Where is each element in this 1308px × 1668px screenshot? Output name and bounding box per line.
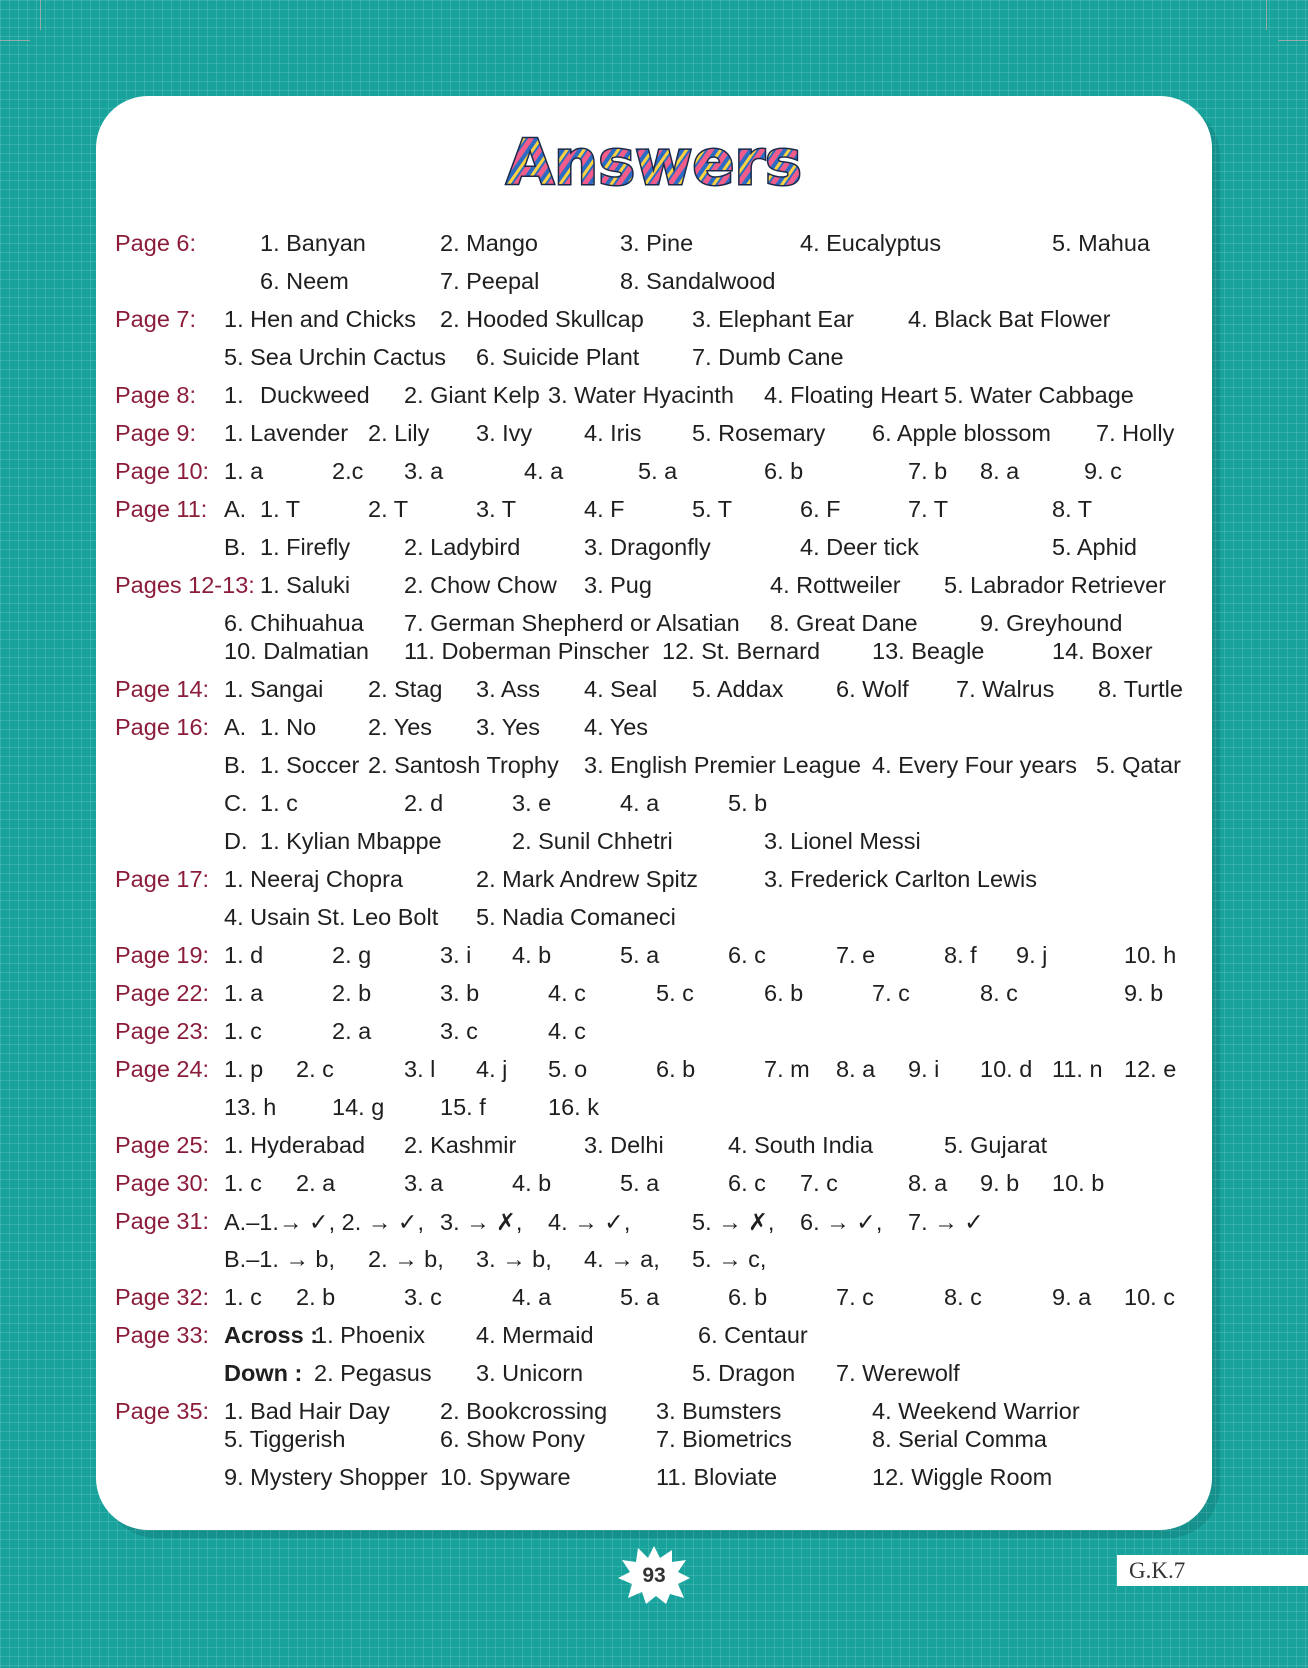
answer-item: 4. F xyxy=(584,496,625,522)
answer-item: 5. Qatar xyxy=(1096,752,1181,778)
answer-item: 7. Dumb Cane xyxy=(692,344,844,370)
answer-row xyxy=(115,268,1205,306)
crop-mark xyxy=(0,40,30,41)
answer-item: 1. p xyxy=(224,1056,264,1082)
answer-item: 13. h xyxy=(224,1094,277,1120)
answer-item: 1. Firefly xyxy=(260,534,351,560)
answer-item: 6. → ✓, xyxy=(800,1209,883,1235)
answer-item: 1. a xyxy=(224,458,264,484)
answer-item: 3. Elephant Ear xyxy=(692,306,854,332)
answer-item: 7. Holly xyxy=(1096,420,1175,446)
answer-item: 3. Pine xyxy=(620,230,694,256)
answer-item: 3. T xyxy=(476,496,517,522)
answer-row xyxy=(115,610,1205,638)
answer-item: 5. → c, xyxy=(692,1246,767,1272)
answer-item: 6. Centaur xyxy=(698,1322,808,1348)
crop-mark xyxy=(40,0,41,30)
crop-mark xyxy=(1266,0,1267,30)
answer-item: 1. No xyxy=(260,714,317,740)
page-label: Page 7: xyxy=(115,306,197,332)
answer-item: 3. Unicorn xyxy=(476,1360,584,1386)
answer-item: 7. c xyxy=(836,1284,874,1310)
answer-item: 2. c xyxy=(296,1056,334,1082)
answer-row xyxy=(115,828,1205,866)
answer-row xyxy=(115,1208,1205,1246)
answer-item: 4. a xyxy=(620,790,660,816)
page-label: Page 31: xyxy=(115,1208,210,1234)
page-label: Page 30: xyxy=(115,1170,210,1196)
answer-item: 1. Bad Hair Day xyxy=(224,1398,390,1424)
answer-item: 14. g xyxy=(332,1094,385,1120)
answer-item: 4. c xyxy=(548,980,586,1006)
answer-item: 5. a xyxy=(620,942,660,968)
answer-item: Duckweed xyxy=(260,382,370,408)
answer-item: 6. Suicide Plant xyxy=(476,344,640,370)
answer-row xyxy=(115,420,1205,458)
answer-item: 2. Lily xyxy=(368,420,430,446)
answer-item: 5. a xyxy=(620,1284,660,1310)
answer-item: 10. c xyxy=(1124,1284,1175,1310)
answer-item: 2. Ladybird xyxy=(404,534,521,560)
answer-item: 1. Hyderabad xyxy=(224,1132,366,1158)
answer-item: 14. Boxer xyxy=(1052,638,1153,664)
book-code: G.K.7 xyxy=(1117,1555,1308,1586)
answer-item: 1. c xyxy=(260,790,298,816)
answer-item: 5. Nadia Comaneci xyxy=(476,904,676,930)
answer-item: 2. Sunil Chhetri xyxy=(512,828,673,854)
answer-item: 2. b xyxy=(296,1284,336,1310)
answer-item: 5. Tiggerish xyxy=(224,1426,346,1452)
answer-item: 8. Serial Comma xyxy=(872,1426,1047,1452)
answer-item: 3. Bumsters xyxy=(656,1398,782,1424)
answer-item: B. xyxy=(224,752,247,778)
answer-item: 8. a xyxy=(836,1056,876,1082)
answer-item: 5. Dragon xyxy=(692,1360,796,1386)
page-label: Page 19: xyxy=(115,942,210,968)
answer-row xyxy=(115,1018,1205,1056)
answer-row xyxy=(115,1464,1205,1502)
answer-item: 1. c xyxy=(224,1018,262,1044)
answer-item: 3. English Premier League xyxy=(584,752,861,778)
answer-item: 7. Peepal xyxy=(440,268,540,294)
answer-item: 3. Yes xyxy=(476,714,541,740)
page-title xyxy=(0,128,1308,203)
answer-item: 10. Spyware xyxy=(440,1464,571,1490)
answer-item: 4. b xyxy=(512,942,552,968)
answer-row xyxy=(115,638,1205,676)
answer-item: 11. n xyxy=(1052,1056,1103,1082)
answer-row xyxy=(115,904,1205,942)
answer-item: 12. St. Bernard xyxy=(662,638,821,664)
answer-item: 10. d xyxy=(980,1056,1033,1082)
answer-item: 4. Iris xyxy=(584,420,642,446)
answer-item: 9. b xyxy=(980,1170,1020,1196)
answer-item: 3. a xyxy=(404,458,444,484)
answer-item: 6. Chihuahua xyxy=(224,610,364,636)
page-label: Page 10: xyxy=(115,458,210,484)
answer-item: B.–1. → b, xyxy=(224,1246,336,1272)
answer-item: 11. Bloviate xyxy=(656,1464,778,1490)
answer-item: 4. a xyxy=(524,458,564,484)
answer-row xyxy=(115,1284,1205,1322)
answer-item: 6. F xyxy=(800,496,841,522)
answer-item: 2. Giant Kelp xyxy=(404,382,540,408)
page-label: Page 23: xyxy=(115,1018,210,1044)
answer-item: 6. c xyxy=(728,942,766,968)
answer-row xyxy=(115,1322,1205,1360)
answer-item: 15. f xyxy=(440,1094,486,1120)
answer-item: 6. b xyxy=(764,458,804,484)
answer-item: 1. c xyxy=(224,1284,262,1310)
page-label: Page 17: xyxy=(115,866,210,892)
page-label: Page 9: xyxy=(115,420,197,446)
answer-item: 5. Aphid xyxy=(1052,534,1137,560)
answer-item: 5. Rosemary xyxy=(692,420,826,446)
answer-item: 1. Kylian Mbappe xyxy=(260,828,442,854)
answer-row xyxy=(115,866,1205,904)
answer-item: 7. Werewolf xyxy=(836,1360,960,1386)
answer-item: 2. T xyxy=(368,496,409,522)
answer-item: 5. T xyxy=(692,496,733,522)
answer-row xyxy=(115,572,1205,610)
answer-item: 1. Banyan xyxy=(260,230,366,256)
page-label: Page 14: xyxy=(115,676,210,702)
answer-item: 4. Floating Heart xyxy=(764,382,938,408)
answer-item: 7. → ✓ xyxy=(908,1209,984,1235)
answer-item: 1. a xyxy=(224,980,264,1006)
answer-item: 3. Dragonfly xyxy=(584,534,711,560)
answer-item: 2. a xyxy=(332,1018,372,1044)
answer-item: 4. Every Four years xyxy=(872,752,1078,778)
answer-item: 4. Eucalyptus xyxy=(800,230,942,256)
answer-item: 2. → b, xyxy=(368,1246,444,1272)
answer-item: 4. Yes xyxy=(584,714,649,740)
answer-item: 6. Apple blossom xyxy=(872,420,1051,446)
answer-item: 3. Pug xyxy=(584,572,652,598)
page-label: Page 24: xyxy=(115,1056,210,1082)
answer-item: 2. b xyxy=(332,980,372,1006)
answer-item: 13. Beagle xyxy=(872,638,985,664)
answer-item: 8. c xyxy=(980,980,1018,1006)
answer-item: 4. Weekend Warrior xyxy=(872,1398,1080,1424)
answer-row xyxy=(115,458,1205,496)
answer-item: B. xyxy=(224,534,247,560)
answer-item: 4. c xyxy=(548,1018,586,1044)
answer-row xyxy=(115,1246,1205,1284)
answers-list xyxy=(115,230,1205,1502)
answers-logo xyxy=(484,128,824,198)
answer-item: 4. Usain St. Leo Bolt xyxy=(224,904,439,930)
answer-row xyxy=(115,714,1205,752)
answer-item: 1. c xyxy=(224,1170,262,1196)
answer-item: 3. Frederick Carlton Lewis xyxy=(764,866,1037,892)
answer-item: 6. Neem xyxy=(260,268,349,294)
answer-item: 3. e xyxy=(512,790,552,816)
answer-item: 16. k xyxy=(548,1094,599,1120)
answer-item: 5. Mahua xyxy=(1052,230,1150,256)
answer-item: 1. Saluki xyxy=(260,572,351,598)
answer-item: 9. a xyxy=(1052,1284,1092,1310)
answer-item: 2. d xyxy=(404,790,444,816)
answer-item: 4. → ✓, xyxy=(548,1209,631,1235)
answer-item: 3. c xyxy=(440,1018,478,1044)
answer-item: 5. → ✗, xyxy=(692,1209,775,1235)
page-label: Page 6: xyxy=(115,230,197,256)
answer-row xyxy=(115,752,1205,790)
answer-item: 5. Water Cabbage xyxy=(944,382,1134,408)
answer-item: 9. Mystery Shopper xyxy=(224,1464,428,1490)
answer-section-heading: Across : xyxy=(224,1322,319,1348)
answer-item: 6. b xyxy=(656,1056,696,1082)
answer-row xyxy=(115,1170,1205,1208)
answer-item: 4. Black Bat Flower xyxy=(908,306,1111,332)
page-label: Page 11: xyxy=(115,496,208,522)
answer-item: 1. Soccer xyxy=(260,752,360,778)
answer-item: 1. Sangai xyxy=(224,676,324,702)
answer-item: 4. Seal xyxy=(584,676,658,702)
answer-row xyxy=(115,980,1205,1018)
answer-item: 9. j xyxy=(1016,942,1048,968)
answer-item: 7. b xyxy=(908,458,948,484)
answer-item: 7. Biometrics xyxy=(656,1426,792,1452)
answer-row xyxy=(115,942,1205,980)
answer-item: 1. d xyxy=(224,942,264,968)
answer-item: 1. Phoenix xyxy=(314,1322,426,1348)
answer-item: 3. c xyxy=(404,1284,442,1310)
answer-item: 8. Turtle xyxy=(1098,676,1183,702)
answer-row xyxy=(115,790,1205,828)
answer-item: 3. → ✗, xyxy=(440,1209,523,1235)
answer-row xyxy=(115,1426,1205,1464)
answer-item: 8. T xyxy=(1052,496,1093,522)
answer-item: 3. Lionel Messi xyxy=(764,828,921,854)
crop-mark xyxy=(1278,40,1308,41)
answer-item: 1. T xyxy=(260,496,301,522)
answer-row xyxy=(115,306,1205,344)
page-number: 93 xyxy=(642,1564,666,1587)
answer-item: 2. Mark Andrew Spitz xyxy=(476,866,699,892)
answer-item: 3. b xyxy=(440,980,480,1006)
page-number-badge xyxy=(616,1544,692,1606)
answer-item: 6. Wolf xyxy=(836,676,909,702)
answer-item: 4. → a, xyxy=(584,1246,660,1272)
answer-item: 1. xyxy=(224,382,244,408)
answer-item: D. xyxy=(224,828,248,854)
answer-item: 2. Pegasus xyxy=(314,1360,432,1386)
answer-item: 7. c xyxy=(800,1170,838,1196)
answer-item: 8. a xyxy=(908,1170,948,1196)
answer-item: 3. a xyxy=(404,1170,444,1196)
answer-row xyxy=(115,382,1205,420)
answer-row xyxy=(115,534,1205,572)
answer-item: 5. a xyxy=(638,458,678,484)
answer-item: 3. l xyxy=(404,1056,436,1082)
answer-item: 7. m xyxy=(764,1056,810,1082)
svg-text:Answers: Answers xyxy=(506,128,802,198)
answer-item: 4. Mermaid xyxy=(476,1322,594,1348)
answer-item: 6. b xyxy=(728,1284,768,1310)
answer-item: 5. Addax xyxy=(692,676,784,702)
answer-item: 4. Deer tick xyxy=(800,534,919,560)
answer-item: 8. a xyxy=(980,458,1020,484)
answer-row xyxy=(115,230,1205,268)
answer-row xyxy=(115,496,1205,534)
answer-item: 10. h xyxy=(1124,942,1177,968)
answer-item: 2. Bookcrossing xyxy=(440,1398,608,1424)
answer-item: 7. Walrus xyxy=(956,676,1055,702)
answer-item: 5. b xyxy=(728,790,768,816)
answer-row xyxy=(115,344,1205,382)
answer-item: 5. o xyxy=(548,1056,588,1082)
answer-item: 9. i xyxy=(908,1056,940,1082)
answer-item: 7. T xyxy=(908,496,949,522)
answer-row xyxy=(115,1094,1205,1132)
page-label: Pages 12-13: xyxy=(115,572,255,598)
answer-row xyxy=(115,1132,1205,1170)
answer-item: 8. Great Dane xyxy=(770,610,918,636)
answer-item: 2. Kashmir xyxy=(404,1132,517,1158)
answer-item: 3. Ivy xyxy=(476,420,533,446)
answer-item: 1. Hen and Chicks xyxy=(224,306,417,332)
answer-item: 3. Ass xyxy=(476,676,541,702)
answer-row xyxy=(115,1360,1205,1398)
answer-item: A. xyxy=(224,714,247,740)
answer-item: 12. Wiggle Room xyxy=(872,1464,1053,1490)
answer-row xyxy=(115,676,1205,714)
answer-item: 2. Stag xyxy=(368,676,443,702)
answer-item: 2. Yes xyxy=(368,714,433,740)
answer-item: 4. South India xyxy=(728,1132,874,1158)
answer-item: 7. c xyxy=(872,980,910,1006)
answer-item: 1. Lavender xyxy=(224,420,349,446)
answer-item: 6. b xyxy=(764,980,804,1006)
answer-item: 8. f xyxy=(944,942,977,968)
answer-row xyxy=(115,1056,1205,1094)
answer-item: 5. a xyxy=(620,1170,660,1196)
answer-item: 3. i xyxy=(440,942,472,968)
answer-section-heading: Down : xyxy=(224,1360,303,1386)
answer-item: 2. Mango xyxy=(440,230,538,256)
answer-item: 2.c xyxy=(332,458,364,484)
answer-item: 9. c xyxy=(1084,458,1122,484)
answer-item: 2. Hooded Skullcap xyxy=(440,306,644,332)
page-label: Page 25: xyxy=(115,1132,210,1158)
answer-item: 2. g xyxy=(332,942,372,968)
answer-item: C. xyxy=(224,790,248,816)
page-label: Page 32: xyxy=(115,1284,210,1310)
answer-item: 5. Labrador Retriever xyxy=(944,572,1167,598)
answer-item: 2. Chow Chow xyxy=(404,572,557,598)
answer-item: 2. a xyxy=(296,1170,336,1196)
answer-item: 4. j xyxy=(476,1056,508,1082)
answer-item: 6. Show Pony xyxy=(440,1426,586,1452)
answer-item: 3. Water Hyacinth xyxy=(548,382,734,408)
answer-item: 6. c xyxy=(728,1170,766,1196)
answer-item: 1. Neeraj Chopra xyxy=(224,866,403,892)
page-label: Page 8: xyxy=(115,382,197,408)
answer-item: 8. c xyxy=(944,1284,982,1310)
answer-item: 12. e xyxy=(1124,1056,1177,1082)
page-label: Page 16: xyxy=(115,714,210,740)
answer-item: 2. Santosh Trophy xyxy=(368,752,559,778)
answer-item: 4. a xyxy=(512,1284,552,1310)
answer-item: A.–1.→ ✓, 2. → ✓, xyxy=(224,1209,425,1235)
page-label: Page 22: xyxy=(115,980,210,1006)
answer-item: 9. b xyxy=(1124,980,1164,1006)
answer-item: 4. Rottweiler xyxy=(770,572,901,598)
answer-item: 5. Gujarat xyxy=(944,1132,1048,1158)
answer-item: A. xyxy=(224,496,247,522)
page-label: Page 35: xyxy=(115,1398,210,1424)
answer-item: 5. Sea Urchin Cactus xyxy=(224,344,447,370)
answer-item: 7. e xyxy=(836,942,876,968)
answer-item: 3. Delhi xyxy=(584,1132,664,1158)
answer-row xyxy=(115,1398,1205,1426)
answer-item: 11. Doberman Pinscher xyxy=(404,638,650,664)
answer-item: 3. → b, xyxy=(476,1246,552,1272)
answer-item: 7. German Shepherd or Alsatian xyxy=(404,610,740,636)
answer-item: 5. c xyxy=(656,980,694,1006)
answer-item: 8. Sandalwood xyxy=(620,268,776,294)
answer-item: 10. b xyxy=(1052,1170,1105,1196)
answer-item: 10. Dalmatian xyxy=(224,638,369,664)
answer-item: 9. Greyhound xyxy=(980,610,1123,636)
page-label: Page 33: xyxy=(115,1322,210,1348)
answer-item: 4. b xyxy=(512,1170,552,1196)
